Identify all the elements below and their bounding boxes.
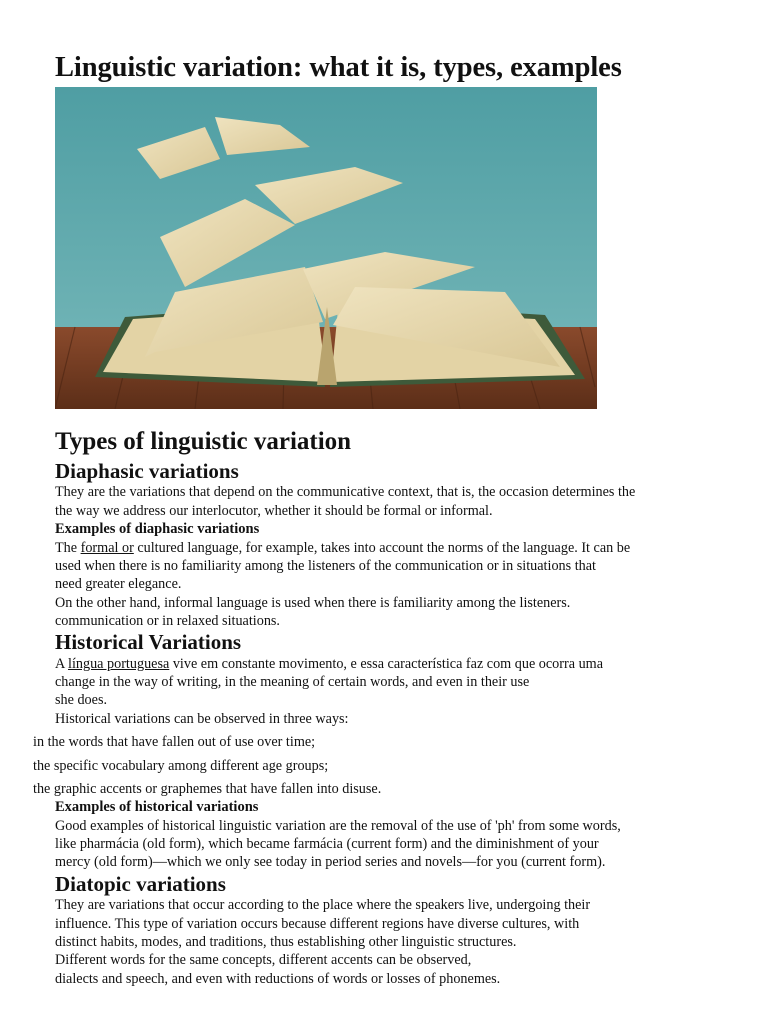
hero-image xyxy=(55,87,597,409)
diatopic-text: distinct habits, modes, and traditions, thus establishing other linguistic structures. xyxy=(55,934,517,950)
list-item: the specific vocabulary among different age groups; xyxy=(33,758,329,774)
diatopic-text: Different words for the same concepts, different accents can be observed, xyxy=(55,952,472,968)
list-item: in the words that have fallen out of use over time; xyxy=(33,734,316,750)
diaphasic-example-text: On the other hand, informal language is used when there is familiarity among the listeners. xyxy=(55,595,571,611)
historical-example-text: Good examples of historical linguistic variation are the removal of the use of 'ph' from some words, xyxy=(55,818,621,834)
diaphasic-heading: Diaphasic variations xyxy=(55,459,239,483)
lingua-portuguesa-link[interactable]: língua portuguesa xyxy=(68,656,170,672)
historical-text: A língua portuguesa vive em constante movimento, e essa característica faz com que ocorra uma xyxy=(55,656,603,672)
list-item: the graphic accents or graphemes that have fallen into disuse. xyxy=(33,781,382,797)
historical-text: Historical variations can be observed in three ways: xyxy=(55,711,349,727)
historical-text: change in the way of writing, in the meaning of certain words, and even in their use xyxy=(55,674,530,690)
diatopic-heading: Diatopic variations xyxy=(55,872,226,896)
historical-examples-heading: Examples of historical variations xyxy=(55,799,259,815)
historical-example-text: like pharmácia (old form), which became farmácia (current form) and the diminishment of your xyxy=(55,836,599,852)
diatopic-text: dialects and speech, and even with reductions of words or losses of phonemes. xyxy=(55,971,501,987)
diaphasic-example-text: The formal or cultured language, for example, takes into account the norms of the language. It can be xyxy=(55,540,631,556)
diaphasic-example-text: need greater elegance. xyxy=(55,576,182,592)
diaphasic-example-text: communication or in relaxed situations. xyxy=(55,613,280,629)
diaphasic-examples-heading: Examples of diaphasic variations xyxy=(55,521,260,537)
types-heading: Types of linguistic variation xyxy=(55,428,352,455)
page-title: Linguistic variation: what it is, types, examples xyxy=(55,52,622,83)
diatopic-text: influence. This type of variation occurs because different regions have diverse cultures, with xyxy=(55,916,580,932)
historical-heading: Historical Variations xyxy=(55,630,242,654)
diatopic-text: They are variations that occur according to the place where the speakers live, undergoing their xyxy=(55,897,591,913)
diaphasic-example-text: used when there is no familiarity among the listeners of the communication or in situations that xyxy=(55,558,596,574)
historical-example-text: mercy (old form)—which we only see today in period series and novels—for you (current form). xyxy=(55,854,606,870)
historical-text: she does. xyxy=(55,692,108,708)
formal-link[interactable]: formal or xyxy=(80,540,134,556)
diaphasic-text: the way we address our interlocutor, whether it should be formal or informal. xyxy=(55,503,493,519)
diaphasic-text: They are the variations that depend on the communicative context, that is, the occasion determines the xyxy=(55,484,636,500)
